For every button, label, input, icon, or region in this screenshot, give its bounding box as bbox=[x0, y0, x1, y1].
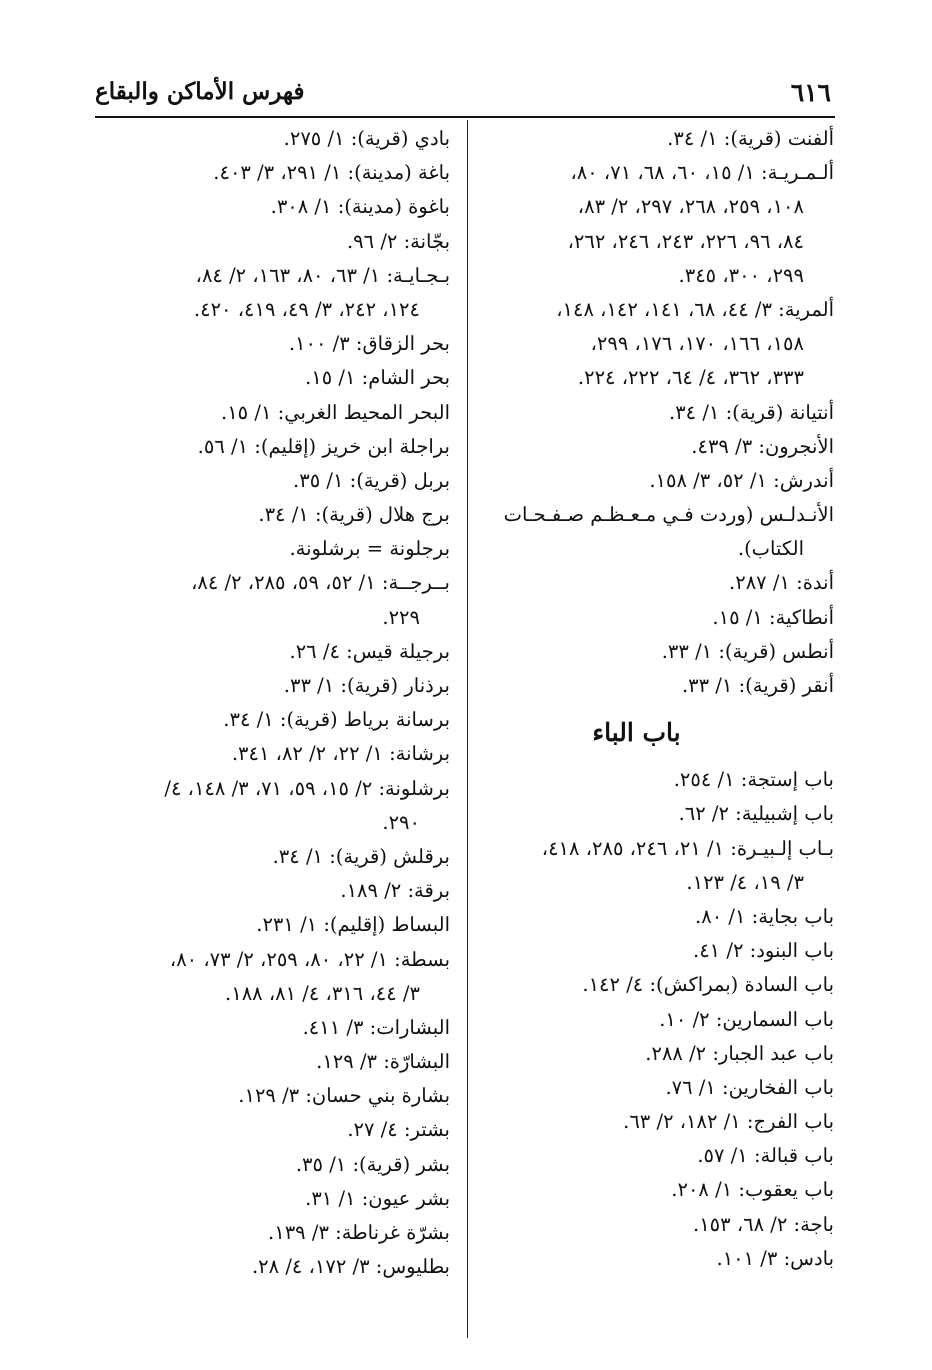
index-entry: أنتيانة (قرية): ١/ ٣٤. bbox=[668, 400, 834, 424]
index-entry: برقة: ٢/ ١٨٩. bbox=[340, 879, 450, 903]
index-entry: باب بجاية: ١/ ٨٠. bbox=[695, 904, 834, 928]
index-entry: باب البنود: ٢/ ٤١. bbox=[693, 939, 834, 963]
index-entry: بشارة بني حسان: ٣/ ١٢٩. bbox=[238, 1084, 450, 1108]
header-rule bbox=[95, 116, 835, 118]
index-entry: البشارّة: ٣/ ١٢٩. bbox=[316, 1050, 450, 1074]
index-entry-continuation: ١٢٤، ٢٤٢، ٣/ ٤٩، ٤١٩، ٤٢٠. bbox=[193, 297, 420, 321]
index-entry: برجلونة = برشلونة. bbox=[289, 537, 450, 561]
index-entry: بطليوس: ٣/ ١٧٢، ٤/ ٢٨. bbox=[251, 1255, 450, 1279]
index-entry: بشر (قرية): ١/ ٣٥. bbox=[295, 1152, 450, 1176]
index-entry: بـجـايـة: ١/ ٦٣، ٨٠، ١٦٣، ٢/ ٨٤، bbox=[195, 263, 450, 287]
index-entry: بشر عيون: ١/ ٣١. bbox=[305, 1186, 450, 1210]
index-entry: برج هلال (قرية): ١/ ٣٤. bbox=[258, 503, 450, 527]
index-entry: باب الفخارين: ١/ ٧٦. bbox=[665, 1075, 834, 1099]
index-entry: برذنار (قرية): ١/ ٣٣. bbox=[283, 674, 450, 697]
index-entry: أنطس (قرية): ١/ ٣٣. bbox=[661, 639, 834, 663]
index-entry: باب إشبيلية: ٢/ ٦٢. bbox=[678, 802, 834, 826]
index-entry: أنطاكية: ١/ ١٥. bbox=[712, 605, 834, 629]
right-column-entries-top bbox=[479, 122, 834, 703]
index-entry: باب الفرج: ١/ ١٨٢، ٢/ ٦٣. bbox=[623, 1110, 834, 1134]
index-entry: البساط (إقليم): ١/ ٢٣١. bbox=[256, 913, 450, 937]
page-header bbox=[95, 78, 831, 116]
index-entry-continuation: ٢٩٩، ٣٠٠، ٣٤٥. bbox=[678, 263, 804, 287]
index-entry: بــرجــة: ١/ ٥٢، ٥٩، ٢٨٥، ٢/ ٨٤، bbox=[191, 571, 450, 595]
index-entry: باب يعقوب: ١/ ٢٠٨. bbox=[671, 1178, 834, 1202]
right-column-entries-bottom bbox=[479, 763, 834, 1276]
index-entry: برشلونة: ٢/ ١٥، ٥٩، ٧١، ٣/ ١٤٨، ٤/ bbox=[164, 776, 450, 800]
index-entry: براجلة ابن خريز (إقليم): ١/ ٥٦. bbox=[197, 434, 450, 458]
running-title: فهرس الأماكن والبقاع bbox=[95, 78, 305, 105]
index-entry: باغوة (مدينة): ١/ ٣٠٨. bbox=[270, 195, 450, 219]
index-entry-continuation: ٣/ ١٩، ٤/ ١٢٣. bbox=[686, 870, 804, 894]
index-entry: أندة: ١/ ٢٨٧. bbox=[729, 571, 834, 595]
index-entry-continuation: ٨٤، ٩٦، ٢٢٦، ٢٤٣، ٢٤٦، ٢٦٢، bbox=[567, 229, 804, 253]
index-entry: بربل (قرية): ١/ ٣٥. bbox=[293, 468, 450, 492]
index-entry: برجيلة قيس: ٤/ ٢٦. bbox=[289, 639, 450, 663]
index-entry-continuation: ٣/ ٤٤، ٣١٦، ٤/ ٨١، ١٨٨. bbox=[225, 981, 420, 1005]
index-entry: باجة: ٢/ ٦٨، ١٥٣. bbox=[693, 1212, 834, 1236]
index-entry: باب السادة (بمراكش): ٤/ ١٤٢. bbox=[582, 973, 834, 997]
index-entry: أندرش: ١/ ٥٢، ٣/ ١٥٨. bbox=[649, 468, 834, 492]
index-entry: ألمرية: ٣/ ٤٤، ٦٨، ١٤١، ١٤٢، ١٤٨، bbox=[556, 297, 834, 321]
index-entry-continuation: ١٠٨، ٢٥٩، ٢٦٨، ٢٩٧، ٢/ ٨٣، bbox=[577, 195, 804, 219]
index-entry: باب قبالة: ١/ ٥٧. bbox=[697, 1144, 834, 1168]
index-entry: بسطة: ١/ ٢٢، ٨٠، ٢٥٩، ٢/ ٧٣، ٨٠، bbox=[169, 947, 450, 971]
index-entry: بـاب إلـبيـرة: ١/ ٢١، ٢٤٦، ٢٨٥، ٤١٨، bbox=[541, 836, 834, 860]
index-entry: برقلش (قرية): ١/ ٣٤. bbox=[272, 844, 450, 868]
section-heading: باب الباء bbox=[592, 718, 681, 748]
index-entry-continuation: ٢٢٩. bbox=[382, 605, 420, 629]
index-entry: بشرّة غرناطة: ٣/ ١٣٩. bbox=[268, 1221, 450, 1244]
index-entry: بادي (قرية): ١/ ٢٧٥. bbox=[283, 127, 450, 150]
index-entry-continuation: ١٥٨، ١٦٦، ١٧٠، ١٧٦، ٢٩٩، bbox=[590, 332, 804, 356]
right-column bbox=[479, 122, 834, 1276]
index-entry-continuation: ٣٣٣، ٣٦٢، ٤/ ٦٤، ٢٢٢، ٢٢٤. bbox=[577, 366, 804, 390]
index-entry: بجّانة: ٢/ ٩٦. bbox=[346, 229, 450, 253]
index-entry: بحر الشام: ١/ ١٥. bbox=[305, 366, 450, 390]
index-entry: ألـمـريـة: ١/ ١٥، ٦٠، ٦٨، ٧١، ٨٠، bbox=[570, 161, 834, 185]
index-entry: أنقر (قرية): ١/ ٣٣. bbox=[681, 674, 834, 697]
index-entry: ألفنت (قرية): ١/ ٣٤. bbox=[667, 127, 834, 150]
index-entry: الأنـدلـس (وردت فـي مـعـظـم صـفـحـات bbox=[503, 503, 834, 527]
index-entry-continuation: ٢٩٠. bbox=[382, 810, 420, 834]
index-entry: بشتر: ٤/ ٢٧. bbox=[347, 1118, 450, 1142]
index-entry: الأنجرون: ٣/ ٤٣٩. bbox=[691, 434, 834, 458]
index-entry: بحر الزقاق: ٣/ ١٠٠. bbox=[288, 332, 450, 356]
index-entry: برسانة برياط (قرية): ١/ ٣٤. bbox=[223, 708, 450, 732]
index-entry: برشانة: ١/ ٢٢، ٢/ ٨٢، ٣٤١. bbox=[231, 742, 450, 766]
left-column-entries bbox=[92, 122, 450, 1284]
index-entry: البشارات: ٣/ ٤١١. bbox=[302, 1015, 450, 1039]
left-column bbox=[92, 122, 450, 1284]
index-entry-continuation: الكتاب). bbox=[737, 537, 804, 561]
index-entry: باب إستجة: ١/ ٢٥٤. bbox=[673, 768, 834, 792]
index-entry: البحر المحيط الغربي: ١/ ١٥. bbox=[221, 400, 450, 424]
index-entry: باغة (مدينة): ١/ ٢٩١، ٣/ ٤٠٣. bbox=[213, 161, 450, 185]
column-divider bbox=[467, 120, 468, 1338]
index-entry: بادس: ٣/ ١٠١. bbox=[716, 1246, 834, 1270]
page-number: ٦١٦ bbox=[790, 78, 831, 107]
index-entry: باب السمارين: ٢/ ١٠. bbox=[659, 1007, 834, 1031]
index-entry: باب عبد الجبار: ٢/ ٢٨٨. bbox=[645, 1041, 834, 1065]
